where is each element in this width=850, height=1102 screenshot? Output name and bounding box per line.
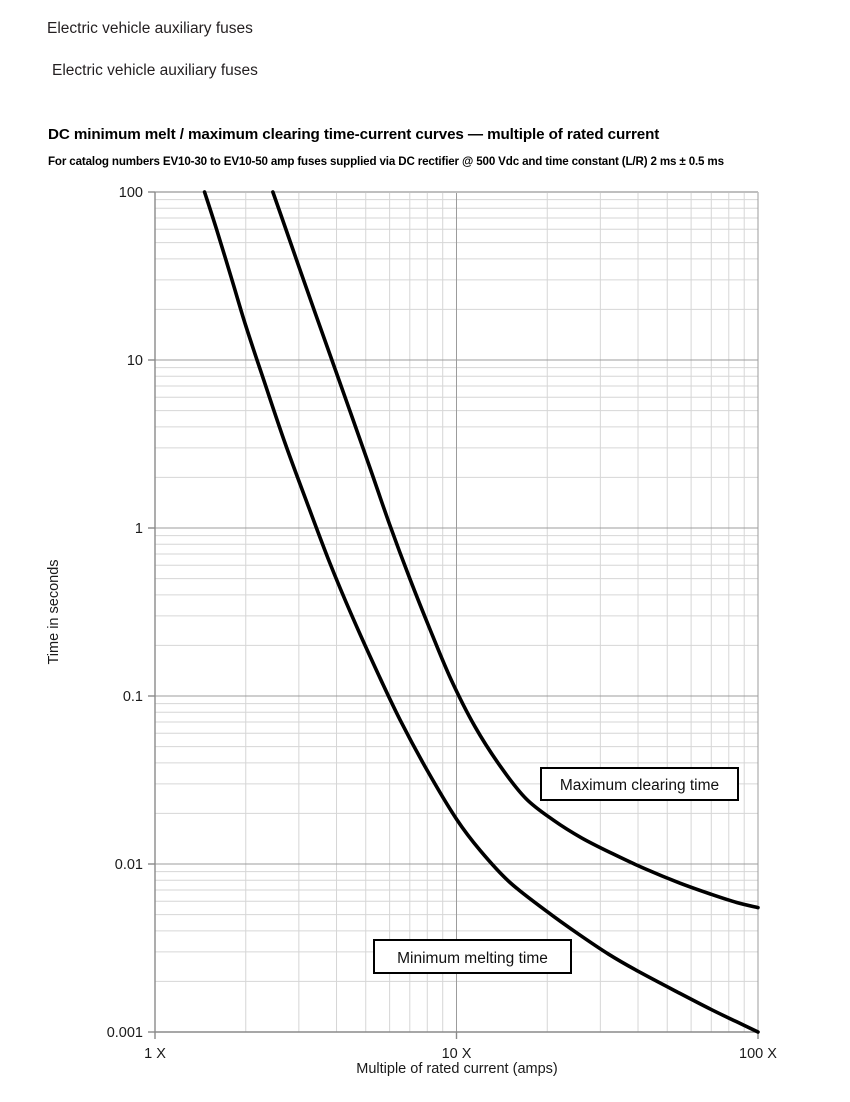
x-tick-label: 10 X — [441, 1046, 472, 1062]
time-current-curve-figure — [0, 180, 850, 1100]
data-curves — [205, 192, 758, 1032]
y-tick-label: 0.01 — [114, 857, 143, 873]
chart-title: DC minimum melt / maximum clearing time-current curves — multiple of rated current — [48, 126, 660, 143]
header-line-2: Electric vehicle auxiliary fuses — [52, 62, 258, 79]
x-axis-title: Multiple of rated current (amps) — [356, 1061, 558, 1077]
chart-subtitle: For catalog numbers EV10-30 to EV10-50 amp fuses supplied via DC rectifier @ 500 Vdc and time constant (L/R) 2 ms ± 0.5 ms — [48, 155, 724, 168]
y-tick-label: 10 — [126, 353, 143, 369]
curve-minimum-melting-time — [205, 192, 758, 1032]
callout-label-min-melting: Minimum melting time — [397, 950, 548, 967]
callout-label-max-clearing: Maximum clearing time — [559, 777, 720, 794]
callout-minimum-melting-time — [374, 940, 571, 973]
y-tick-label: 0.1 — [122, 689, 143, 705]
y-tick-label: 1 — [134, 521, 143, 537]
callout-maximum-clearing-time — [541, 768, 738, 800]
x-tick-label: 1 X — [144, 1046, 166, 1062]
y-tick-label: 100 — [118, 185, 143, 201]
log-log-plot — [0, 180, 850, 1100]
y-tick-label: 0.001 — [106, 1025, 143, 1041]
header-line-1: Electric vehicle auxiliary fuses — [47, 20, 253, 37]
x-tick-label: 100 X — [739, 1046, 777, 1062]
y-axis-title: Time in seconds — [46, 559, 62, 665]
